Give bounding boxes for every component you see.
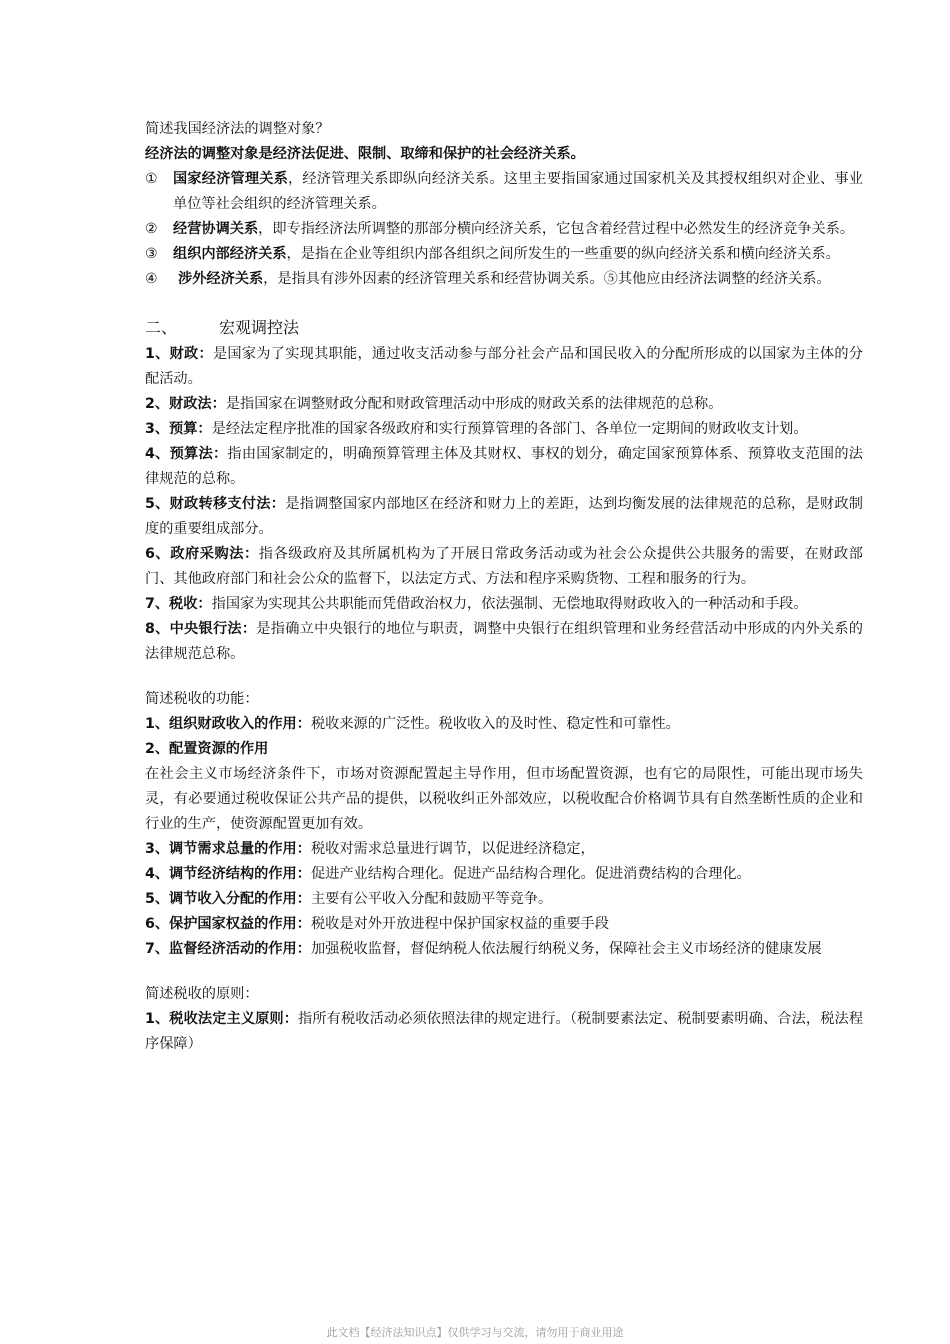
definition-item: [145, 442, 863, 492]
definition-item: [145, 392, 863, 417]
list-item: [145, 242, 863, 267]
definition-text: 是国家为了实现其职能，通过收支活动参与部分社会产品和国民收入的分配所形成的以国家为主体的分配活动。: [145, 346, 863, 387]
function-item: [145, 737, 863, 762]
intro-economic-law-objects: 经济法的调整对象是经济法促进、限制、取缔和保护的社会经济关系。: [145, 146, 585, 162]
function-text: 税收对需求总量进行调节，以促进经济稳定，: [310, 841, 595, 857]
function-term: 5、调节收入分配的作用：: [145, 891, 311, 907]
definition-term: 2、财政法：: [145, 396, 226, 412]
section-heading-macro-control: [145, 314, 863, 342]
list-number: ④: [145, 271, 158, 287]
function-item: [145, 912, 863, 937]
list-text: ，是指在企业等组织内部各组织之间所发生的一些重要的纵向经济关系和横向经济关系。: [286, 246, 840, 262]
definition-text: 是指确立中央银行的地位与职责，调整中央银行在组织管理和业务经营活动中形成的内外关系的法律规范总称。: [145, 621, 863, 662]
definition-text: 指由国家制定的，明确预算管理主体及其财权、事权的划分，确定国家预算体系、预算收支范围的法律规范的总称。: [145, 446, 863, 487]
question-economic-law-objects: 简述我国经济法的调整对象？: [145, 121, 330, 137]
definition-text: 是经法定程序批准的国家各级政府和实行预算管理的各部门、各单位一定期间的财政收支计划。: [211, 421, 808, 437]
function-item: [145, 837, 863, 862]
principle-text: 指所有税收活动必须依照法律的规定进行。（税制要素法定、税制要素明确、合法，税法程序保障）: [145, 1011, 864, 1052]
function-item: [145, 937, 863, 962]
definition-term: 6、政府采购法：: [145, 546, 259, 562]
function-term: 3、调节需求总量的作用：: [145, 841, 311, 857]
function-term: 2、配置资源的作用: [145, 741, 269, 757]
definition-text: 是指国家在调整财政分配和财政管理活动中形成的财政关系的法律规范的总称。: [225, 396, 723, 412]
list-number: ②: [145, 221, 158, 237]
definition-item: [145, 342, 863, 392]
definition-item: [145, 417, 863, 442]
definition-item: [145, 592, 863, 617]
function-paragraph: 在社会主义市场经济条件下，市场对资源配置起主导作用，但市场配置资源，也有它的局限性，可能出现市场失灵，有必要通过税收保证公共产品的提供，以税收纠正外部效应，以税收配合价格调节具有自然垄断性质的企业和行业的生产，使资源配置更加有效。: [145, 766, 863, 832]
function-term: 7、监督经济活动的作用：: [145, 941, 311, 957]
function-item: [145, 887, 863, 912]
definition-term: 7、税收：: [145, 596, 212, 612]
list-text: ，即专指经济法所调整的那部分横向经济关系，它包含着经营过程中必然发生的经济竞争关系。: [258, 221, 855, 237]
function-item: [145, 712, 863, 737]
definition-term: 1、财政：: [145, 346, 213, 362]
question-tax-functions: 简述税收的功能：: [145, 691, 259, 707]
function-text: 税收来源的广泛性。税收收入的及时性、稳定性和可靠性。: [310, 716, 680, 732]
principle-item: [145, 1007, 863, 1057]
list-item: [145, 167, 863, 217]
list-text: ，是指具有涉外因素的经济管理关系和经营协调关系。⑤其他应由经济法调整的经济关系。: [263, 271, 831, 287]
document-page: [145, 117, 863, 1057]
definition-term: 4、预算法：: [145, 446, 228, 462]
list-text: ，经济管理关系即纵向经济关系。这里主要指国家通过国家机关及其授权组织对企业、事业单位等社会组织的经济管理关系。: [173, 171, 863, 212]
function-term: 6、保护国家权益的作用：: [145, 916, 311, 932]
definition-term: 5、财政转移支付法：: [145, 496, 286, 512]
definition-term: 3、预算：: [145, 421, 212, 437]
definition-text: 指国家为实现其公共职能而凭借政治权力，依法强制、无偿地取得财政收入的一种活动和手段。: [211, 596, 808, 612]
list-number: ③: [145, 246, 158, 262]
function-term: 4、调节经济结构的作用：: [145, 866, 311, 882]
function-item: [145, 862, 863, 887]
function-text: 促进产业结构合理化。促进产品结构合理化。促进消费结构的合理化。: [310, 866, 751, 882]
definition-term: 8、中央银行法：: [145, 621, 257, 637]
list-number: ①: [145, 171, 158, 187]
function-text: 税收是对外开放进程中保护国家权益的重要手段: [310, 916, 609, 932]
list-term: 组织内部经济关系: [173, 246, 287, 262]
definition-text: 是指调整国家内部地区在经济和财力上的差距，达到均衡发展的法律规范的总称，是财政制度的重要组成部分。: [145, 496, 863, 537]
function-term: 1、组织财政收入的作用：: [145, 716, 311, 732]
list-term: 经营协调关系: [173, 221, 259, 237]
page-footer: 此文档【经济法知识点】仅供学习与交流，请勿用于商业用途: [326, 1326, 624, 1339]
definition-item: [145, 492, 863, 542]
section-title: 宏观调控法: [219, 318, 300, 337]
question-tax-principles: 简述税收的原则：: [145, 986, 259, 1002]
principle-term: 1、税收法定主义原则：: [145, 1011, 299, 1027]
list-term: 国家经济管理关系: [173, 171, 289, 187]
list-item: [145, 267, 863, 292]
definition-item: [145, 617, 863, 667]
section-number: 二、: [145, 318, 178, 337]
list-item: [145, 217, 863, 242]
function-text: 主要有公平收入分配和鼓励平等竞争。: [310, 891, 553, 907]
function-text: 加强税收监督，督促纳税人依法履行纳税义务，保障社会主义市场经济的健康发展: [310, 941, 822, 957]
list-term: 涉外经济关系: [178, 271, 264, 287]
definition-text: 指各级政府及其所属机构为了开展日常政务活动或为社会公众提供公共服务的需要，在财政部门、其他政府部门和社会公众的监督下，以法定方式、方法和程序采购货物、工程和服务的行为。: [145, 546, 863, 587]
definition-item: [145, 542, 863, 592]
